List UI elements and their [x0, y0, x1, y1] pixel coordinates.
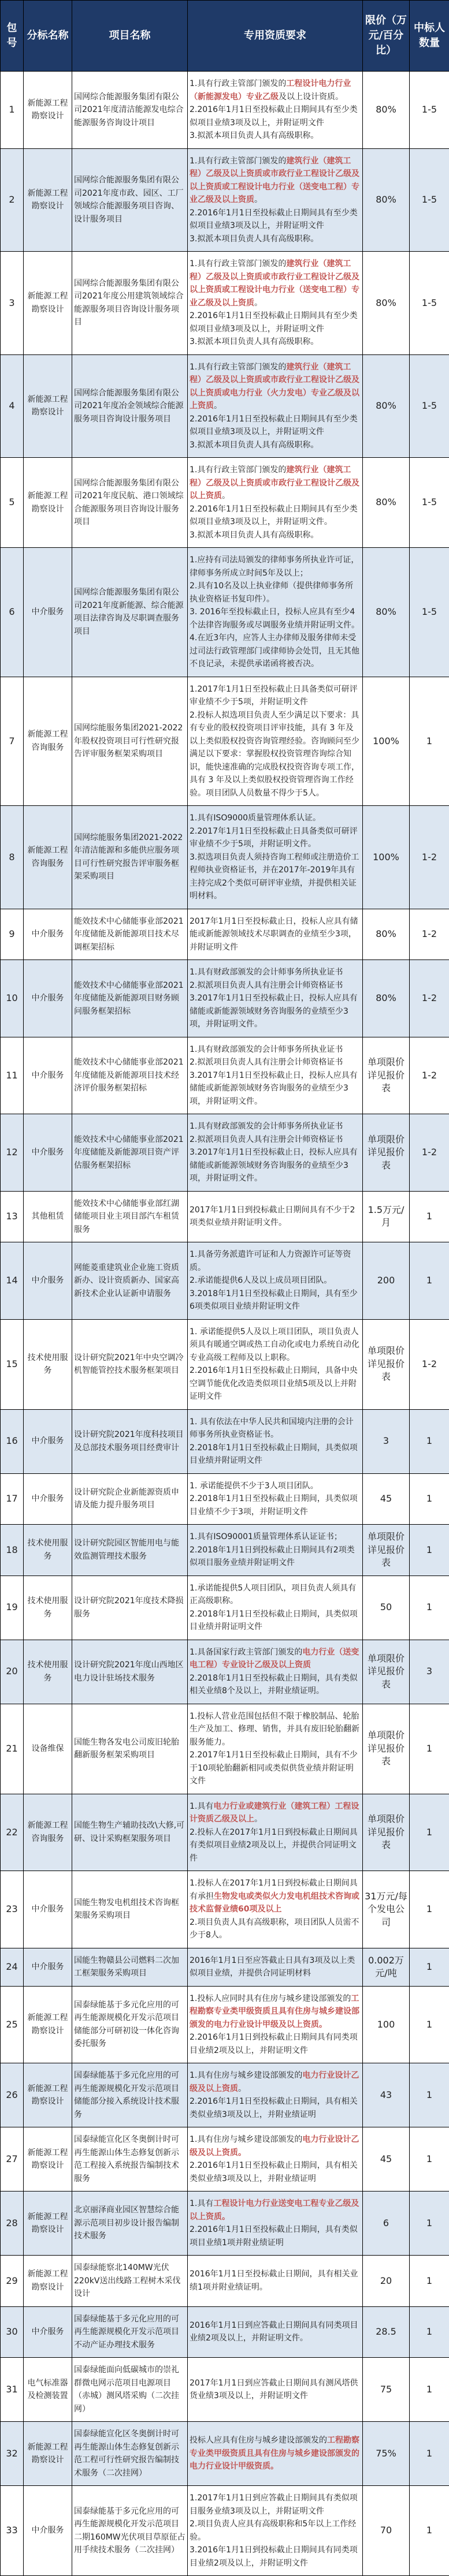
qualification-text: 2.项目负责人具有高级职称，项目团队人员需不少于8人。 — [190, 1918, 359, 1940]
qualification-text: 1.具有行政主管部门颁发的 — [190, 465, 286, 475]
qualification-text: 。 2.2016年1月1日至投标截止日期间，具有相关类似业绩3项及以上，并附业绩证明 — [190, 2084, 358, 2119]
price-limit-cell: 80% — [363, 72, 410, 149]
qualification-cell — [188, 1114, 363, 1192]
qualification-text: 。 2.2016年1月1日至投标截止日期间具有至少类似项目业绩3项及以上，并附证明文件 3.拟派本项目负责人具有高级职称。 — [190, 401, 358, 450]
qualification-highlight: 工程勘察专业类甲级资质且具有住房与城乡建设部颁发的电力行业设计甲级及以上资质。 — [190, 1994, 359, 2029]
winner-count-cell: 1-5 — [410, 548, 449, 677]
table-row — [1, 458, 449, 548]
qualification-highlight: 建筑行业（建筑工程）乙级及以上资质或市政行业工程设计乙级及以上资质 — [190, 465, 359, 501]
table-row — [1, 1191, 449, 1242]
qualification-cell — [188, 458, 363, 548]
table-header — [1, 1, 449, 72]
qualification-text: 1.具有财政部颁发的会计师事务所执业证书 2.拟派项目负责人具有注册会计师资格证书 3.2017年1月1日至投标截止日，投标人应具有储能或新能源领域财务咨询服务的业绩至少3项，并附证明文件。 — [190, 1122, 358, 1183]
project-name-cell: 国泰绿能基于多元化应用的可再生能源规模化开发示范项目储能部分可研初设一体化咨询委托服务 — [72, 1986, 188, 2063]
table-row — [1, 1319, 449, 1409]
winner-count-cell: 1 — [410, 1525, 449, 1576]
qualification-text: 1.具有 — [190, 2199, 213, 2208]
price-limit-cell: 80% — [363, 354, 410, 458]
price-limit-cell: 80% — [363, 252, 410, 355]
lot-number-cell: 23 — [1, 1871, 24, 1948]
table-row — [1, 1640, 449, 1704]
qualification-text: 1. 具有依法在中华人民共和国境内注册的会计师事务所执业资格证书。 2.2018年1月1日至投标截止日期间，具类似项目业绩并附证明文件 — [190, 1417, 358, 1466]
project-name-cell: 国能生物生产辅助技改\大修,可研、设计采购框架服务项目 — [72, 1794, 188, 1871]
header-price-limit: 限价（万元/百分比） — [363, 1, 410, 72]
price-limit-cell: 80% — [363, 909, 410, 960]
qualification-highlight: 电力行业或建筑行业（建筑工程）工程设计资质乙级及以上 — [190, 1802, 359, 1824]
qualification-text: 1.具有 — [190, 1802, 213, 1811]
lot-name-cell: 新能源工程勘察设计 — [24, 72, 72, 149]
qualification-cell — [188, 960, 363, 1037]
project-name-cell: 国能生物赣县公司燃料二次加工框架服务采购项目 — [72, 1948, 188, 1986]
qualification-text: 1.具有ISO90001质量管理体系认证证书； 2.2018年1月1日到投标截止日期间具有2项类似项目服务业绩并附证明文件 — [190, 1532, 355, 1567]
lot-number-cell: 26 — [1, 2063, 24, 2127]
table-row — [1, 1704, 449, 1794]
project-name-cell: 能效技术中心储能事业部2021年度储能及新能源项目财务顾问服务框架招标 — [72, 960, 188, 1037]
table-row — [1, 2358, 449, 2422]
table-row — [1, 548, 449, 677]
table-row — [1, 1114, 449, 1192]
lot-name-cell: 中介服务 — [24, 2306, 72, 2358]
lot-number-cell: 11 — [1, 1037, 24, 1114]
qualification-text: 投标人应具有住房与城乡建设部颁发的 — [190, 2436, 327, 2445]
winner-count-cell: 1-2 — [410, 909, 449, 960]
price-limit-cell: 20 — [363, 2256, 410, 2307]
qualification-cell — [188, 1871, 363, 1948]
project-name-cell: 国能生物各发电公司废旧轮胎翻新服务框架采购项目 — [72, 1704, 188, 1794]
project-name-cell: 国网综合能源服务集团有限公司2021年度市政、园区、工厂领域综合能源服务项目咨询、设计服务项目 — [72, 148, 188, 252]
lot-name-cell: 新能源工程勘察设计 — [24, 2192, 72, 2256]
project-name-cell: 网能菱重建筑业企业施工资质新办、设计资质新办、国家高新技术企业认证新申请服务 — [72, 1242, 188, 1320]
qualification-cell — [188, 1037, 363, 1114]
lot-name-cell: 设备维保 — [24, 1704, 72, 1794]
lot-number-cell: 25 — [1, 1986, 24, 2063]
lot-name-cell: 技术使用服务 — [24, 1576, 72, 1640]
qualification-text: 1.投标人营业范围包括但不限于橡胶制品、轮胎生产及加工、修理、销售，并具有废旧轮胎翻新服务能力。 2.2017年1月1日至投标截止日期间，具有不少于10项轮胎翻新相同或类似供货业绩并附证明文件 — [190, 1712, 359, 1786]
price-limit-cell: 31万元/每个发电公司 — [363, 1871, 410, 1948]
project-name-cell: 国网综能服务集团2021-2022年股权投资项目可行性研究报告评审服务框架采购项目 — [72, 677, 188, 806]
qualification-cell — [188, 909, 363, 960]
qualification-highlight: 建筑行业（建筑工程）乙级及以上资质或市政行业工程设计乙级及以上资质或工程设计电力行业（送变电工程）专业乙级及以上资质 — [190, 156, 359, 205]
qualification-cell — [188, 1576, 363, 1640]
qualification-highlight: 工程设计电力行业送变电工程专业乙级及以上资质。 — [190, 2199, 359, 2222]
project-name-cell: 设计研究院2021年中央空调冷机智能管控技术服务框架项目 — [72, 1319, 188, 1409]
lot-number-cell: 19 — [1, 1576, 24, 1640]
header-lot-no: 包号 — [1, 1, 24, 72]
winner-count-cell: 1-2 — [410, 960, 449, 1037]
price-limit-cell: 45 — [363, 2127, 410, 2192]
qualification-text: 。 2.投标人在2017年1月1日到投标截止日期间具有类似项目业绩2项及以上，并提供合同证明文件 — [190, 1815, 358, 1863]
winner-count-cell: 1 — [410, 677, 449, 806]
lot-number-cell: 18 — [1, 1525, 24, 1576]
lot-name-cell: 技术使用服务 — [24, 1640, 72, 1704]
header-lot-name: 分标名称 — [24, 1, 72, 72]
table-row — [1, 806, 449, 909]
qualification-text: 1.2017年1月1日到应答截止日期间具有类似项目服务业绩3项及以上，并附证明文件 2.项目负责人应具有高级职称和5年以上工作经验。 3.2016年1月1日到投标截止日期间具有同类项目业绩2项及以上，并附证明文件 — [190, 2493, 358, 2568]
lot-number-cell: 20 — [1, 1640, 24, 1704]
table-row — [1, 72, 449, 149]
lot-name-cell: 新能源工程咨询服务 — [24, 677, 72, 806]
winner-count-cell: 1 — [410, 1794, 449, 1871]
qualification-cell — [188, 1525, 363, 1576]
lot-name-cell: 中介服务 — [24, 1948, 72, 1986]
qualification-cell — [188, 2063, 363, 2127]
winner-count-cell: 1 — [410, 1191, 449, 1242]
lot-number-cell: 8 — [1, 806, 24, 909]
winner-count-cell: 1 — [410, 2127, 449, 2192]
lot-name-cell: 中介服务 — [24, 1242, 72, 1320]
project-name-cell: 设计研究院2021年度山西地区电力设计驻场技术服务 — [72, 1640, 188, 1704]
qualification-text: 2.2018年1月1日至投标截止日期间，具有类似相关业绩8个及以上，并附业绩证明。 — [190, 1674, 358, 1696]
lot-number-cell: 4 — [1, 354, 24, 458]
table-row — [1, 1948, 449, 1986]
lot-number-cell: 9 — [1, 909, 24, 960]
qualification-text: 。 2.2016年1月1日至投标截止日期间具有至少类似项目业绩3项及以上，并附证明文件 3.拟派本项目负责人具有高级职称。 — [190, 298, 358, 347]
project-name-cell: 设计研究院2021年度科技项目及总部技术服务项目经费审计 — [72, 1409, 188, 1473]
winner-count-cell: 1-5 — [410, 354, 449, 458]
project-name-cell: 能效技术中心储能事业部红湖储能项目业主项目部汽车租赁服务 — [72, 1191, 188, 1242]
lot-name-cell: 技术使用服务 — [24, 1319, 72, 1409]
lot-name-cell: 中介服务 — [24, 1114, 72, 1192]
winner-count-cell: 1 — [410, 1242, 449, 1320]
qualification-text: 及以上设计资质。 2.2016年1月1日至投标截止日期间具有至少类似项目业绩3项及以上，并附证明文件 3.拟派本项目负责人具有高级职称。 — [190, 92, 358, 141]
qualification-cell — [188, 677, 363, 806]
qualification-cell — [188, 1319, 363, 1409]
qualification-text: 1.具有财政部颁发的会计师事务所执业证书 2.拟派项目负责人具有注册会计师资格证书 3.2017年1月1日至投标截止日，投标人应具有储能或新能源领域财务咨询服务的业绩至少3项，并附证明文件。 — [190, 968, 358, 1029]
winner-count-cell: 1 — [410, 2358, 449, 2422]
lot-name-cell: 其他租赁 — [24, 1191, 72, 1242]
lot-name-cell: 新能源工程勘察设计 — [24, 2127, 72, 2192]
lot-name-cell: 技术使用服务 — [24, 1525, 72, 1576]
table-row — [1, 2422, 449, 2486]
qualification-text: 1.具有ISO9000质量管理体系认证。 2.2017年1月1日至投标截止日具备类似可研评审业绩不少于5项，并附证明文件。 3.拟选项目负责人须持咨询工程师或注册造价工程师执业资格证书，并在2017年-2019年具有主持完成2个类似可研评审业绩，并提供相关证明材料。 — [190, 813, 359, 901]
price-limit-cell: 50 — [363, 1576, 410, 1640]
price-limit-cell: 200 — [363, 1242, 410, 1320]
lot-name-cell: 新能源工程勘察设计 — [24, 2422, 72, 2486]
lot-number-cell: 24 — [1, 1948, 24, 1986]
lot-number-cell: 13 — [1, 1191, 24, 1242]
lot-name-cell: 新能源工程勘察设计 — [24, 354, 72, 458]
qualification-cell — [188, 148, 363, 252]
winner-count-cell: 1-5 — [410, 252, 449, 355]
lot-number-cell: 10 — [1, 960, 24, 1037]
qualification-text: 2017年1月1日至投标截止日，投标人应具有储能或新能源领域技术尽职调查的业绩至少3项，并附证明文件 — [190, 917, 358, 952]
qualification-cell — [188, 1640, 363, 1704]
table-row — [1, 1037, 449, 1114]
qualification-text: 1.具有行政主管部门颁发的 — [190, 259, 286, 268]
project-name-cell: 设计研究院企业新能源资质申请及能力提升服务项目 — [72, 1473, 188, 1525]
winner-count-cell: 1-2 — [410, 806, 449, 909]
qualification-highlight: 电力行业设计乙级及以上资质 — [190, 2071, 359, 2093]
project-name-cell: 能效技术中心储能事业部2021年度储能及新能源项目资产评估服务框架招标 — [72, 1114, 188, 1192]
qualification-cell — [188, 2306, 363, 2358]
lot-name-cell: 新能源工程勘察设计 — [24, 252, 72, 355]
qualification-cell — [188, 2486, 363, 2576]
winner-count-cell: 1 — [410, 2486, 449, 2576]
project-name-cell: 国泰绿能基于多元化应用的可再生能源规模化开发示范项目二期160MW光伏项目草原征占用手续技术服务（二次挂网） — [72, 2486, 188, 2576]
price-limit-cell: 单项限价详见报价表 — [363, 1640, 410, 1704]
project-name-cell: 设计研究院2021年度技术降损服务 — [72, 1576, 188, 1640]
table-row — [1, 1871, 449, 1948]
winner-count-cell: 1 — [410, 2422, 449, 2486]
lot-name-cell: 新能源工程勘察设计 — [24, 2256, 72, 2307]
lot-number-cell: 31 — [1, 2358, 24, 2422]
table-row — [1, 960, 449, 1037]
qualification-highlight: 生物发电或类似火力发电机组技术咨询或技术监督业绩60项及以上 — [190, 1892, 359, 1914]
lot-number-cell: 12 — [1, 1114, 24, 1192]
lot-number-cell: 33 — [1, 2486, 24, 2576]
lot-name-cell: 中介服务 — [24, 2486, 72, 2576]
qualification-highlight: 建筑行业（建筑工程）乙级及以上资质或市政行业工程设计乙级及以上资质或工程设计电力行业（送变电工程）专业乙级及以上资质 — [190, 259, 359, 308]
project-name-cell: 国泰绿能面向低碳城市的崇礼群微电网示范项目电源项目（赤城）测风塔采购（二次挂网） — [72, 2358, 188, 2422]
project-name-cell: 设计研究院园区智能用电与能效监测管理技术服务 — [72, 1525, 188, 1576]
qualification-text: 2017年1月1日到投标截止日期间具有不少于2项类似业绩并附证明文件。 — [190, 1205, 355, 1228]
qualification-text: 2.2016年1月1日到投标截止日期间具有同类项目业绩2项及以上，并附证明文件 — [190, 2033, 358, 2055]
winner-count-cell: 3 — [410, 1640, 449, 1704]
price-limit-cell: 单项限价详见报价表 — [363, 1794, 410, 1871]
qualification-cell — [188, 2127, 363, 2192]
price-limit-cell: 28.5 — [363, 2306, 410, 2358]
table-row — [1, 2192, 449, 2256]
project-name-cell: 国泰绿能基于多元化应用的可再生能源规模化开发示范项目储能部分接入系统设计技术服务 — [72, 2063, 188, 2127]
lot-number-cell: 7 — [1, 677, 24, 806]
qualification-text: 1.投标人在2017年1月1日到投标截止日期间具有承担 — [190, 1879, 358, 1901]
lot-number-cell: 2 — [1, 148, 24, 252]
lot-number-cell: 6 — [1, 548, 24, 677]
table-row — [1, 1242, 449, 1320]
qualification-text: 1.具有行政主管部门颁发的 — [190, 79, 286, 88]
lot-name-cell: 中介服务 — [24, 1473, 72, 1525]
winner-count-cell: 1 — [410, 1871, 449, 1948]
qualification-cell — [188, 252, 363, 355]
lot-name-cell: 新能源工程勘察设计 — [24, 2063, 72, 2127]
table-row — [1, 1794, 449, 1871]
winner-count-cell: 1-2 — [410, 1319, 449, 1409]
qualification-text: 1.具有财政部颁发的会计师事务所执业证书 2.拟派项目负责人具有注册会计师资格证书 3.2017年1月1日至投标截止日，投标人应具有储能或新能源领域财务咨询服务的业绩至少3项，并附证明文件。 — [190, 1045, 358, 1106]
table-row — [1, 354, 449, 458]
winner-count-cell: 1 — [410, 1409, 449, 1473]
qualification-text: 2.2016年1月1日至投标截止日期间，具有类似项目业绩1项并附业绩证明 — [190, 2225, 358, 2248]
qualification-cell — [188, 1948, 363, 1986]
qualification-text: 1.具有行政主管部门颁发的 — [190, 363, 286, 372]
lot-name-cell: 新能源工程咨询服务 — [24, 806, 72, 909]
qualification-cell — [188, 1704, 363, 1794]
lot-name-cell: 新能源工程勘察设计 — [24, 1986, 72, 2063]
price-limit-cell: 6 — [363, 2192, 410, 2256]
qualification-text: 1.2017年1月1日至投标截止日具备类似可研评审业绩不少于5项，并附证明文件 2.投标人拟选项目负责人至少满足以下要求：具有专业的股权投资项目评审技能，具有 3 年及以上类似股权投资咨询管理经验。咨询顾问至少满足以下要求：掌握股权投资管理咨询综合知识，能快速准确的完成股权投资咨询专项工作，具有 3 年及以上类似股权投资管理咨询工作经验。项目团队人员数量不得少于5人。 — [190, 685, 359, 798]
project-name-cell: 国泰绿能察北140MW光伏220kV送出线路工程树木采伐设计 — [72, 2256, 188, 2307]
qualification-cell — [188, 1473, 363, 1525]
qualification-highlight: 电力行业（送变电工程）专业设计乙级及以上资质 — [190, 1648, 359, 1670]
winner-count-cell: 1 — [410, 1473, 449, 1525]
table-row — [1, 909, 449, 960]
price-limit-cell: 单项限价详见报价表 — [363, 1114, 410, 1192]
lot-name-cell: 中介服务 — [24, 1037, 72, 1114]
qualification-cell — [188, 2422, 363, 2486]
qualification-cell — [188, 2256, 363, 2307]
winner-count-cell: 1 — [410, 2192, 449, 2256]
lot-number-cell: 22 — [1, 1794, 24, 1871]
lot-name-cell: 新能源工程勘察设计 — [24, 148, 72, 252]
qualification-cell — [188, 1191, 363, 1242]
price-limit-cell: 单项限价详见报价表 — [363, 1525, 410, 1576]
lot-number-cell: 21 — [1, 1704, 24, 1794]
winner-count-cell: 1 — [410, 2306, 449, 2358]
project-name-cell: 国网综合能源服务集团有限公司2021年度民航、港口领域综合能源服务项目咨询设计服务项目 — [72, 458, 188, 548]
table-row — [1, 677, 449, 806]
lot-number-cell: 14 — [1, 1242, 24, 1320]
qualification-cell — [188, 2358, 363, 2422]
winner-count-cell: 1 — [410, 2256, 449, 2307]
qualification-cell — [188, 72, 363, 149]
project-name-cell: 北京丽泽商业园区智慧综合能源示范项目初步设计报告编制技术服务 — [72, 2192, 188, 2256]
table-row — [1, 2063, 449, 2127]
lot-number-cell: 5 — [1, 458, 24, 548]
project-name-cell: 国泰绿能宣化区冬奥倒计时可再生能源山体生态修复创新示范工程接入系统报告编制技术服务 — [72, 2127, 188, 2192]
project-name-cell: 国网综合能源服务集团有限公司2021年度公用建筑领域综合能源服务项目咨询设计服务项目 — [72, 252, 188, 355]
price-limit-cell: 80% — [363, 148, 410, 252]
qualification-text: 2016年1月1日到应答截止日期间具有同类项目业绩2项及以上，并附证明文件。 — [190, 2321, 358, 2343]
price-limit-cell: 0.002万元/吨 — [363, 1948, 410, 1986]
qualification-text: 2.2016年1月1日至投标截止日期间，具有相关类似业绩3项及以上，并附业绩证明 — [190, 2161, 358, 2183]
lot-number-cell: 15 — [1, 1319, 24, 1409]
qualification-highlight: 工程勘察专业类甲级资质且具有住房与城乡建设部颁发的电力行业设计甲级资质。 — [190, 2436, 359, 2471]
lot-name-cell: 中介服务 — [24, 960, 72, 1037]
table-row — [1, 1986, 449, 2063]
qualification-text: 。 2.2016年1月1日至投标截止日期间具有至少类似项目业绩3项及以上，并附证明文件。 3.拟派本项目负责人具有高级职称。 — [190, 491, 358, 540]
price-limit-cell: 单项限价详见报价表 — [363, 1704, 410, 1794]
table-row — [1, 2256, 449, 2307]
qualification-cell — [188, 1409, 363, 1473]
table-row — [1, 252, 449, 355]
price-limit-cell: 43 — [363, 2063, 410, 2127]
qualification-text: 1.具有行政主管部门颁发的 — [190, 156, 286, 166]
winner-count-cell: 1 — [410, 1986, 449, 2063]
table-row — [1, 1409, 449, 1473]
qualification-text: 1.承诺能提供5人项目团队，项目负责人须具有正高级职称。 2.2018年1月1日至投标截止日期间，具类似项目业绩并附证明文件 — [190, 1584, 358, 1632]
qualification-cell — [188, 548, 363, 677]
lot-number-cell: 29 — [1, 2256, 24, 2307]
qualification-highlight: 电力行业设计乙级及以上资质。 — [190, 2135, 359, 2157]
lot-name-cell: 新能源工程咨询服务 — [24, 1794, 72, 1871]
winner-count-cell: 1 — [410, 2063, 449, 2127]
qualification-text: 。 2.2016年1月1日至投标截止日期间具有至少类似项目业绩3项及以上，并附证明文件 3.拟派本项目负责人具有高级职称。 — [190, 195, 358, 244]
lot-number-cell: 32 — [1, 2422, 24, 2486]
qualification-text: 1. 承诺能提供不少于3人项目团队。 2.2018年1月1日至投标截止日期间，具类似项目业绩不少于3项，并附证明文件 — [190, 1481, 358, 1517]
project-name-cell: 能效技术中心储能事业部2021年度储能及新能源项目技术经济评价服务框架招标 — [72, 1037, 188, 1114]
price-limit-cell: 100% — [363, 677, 410, 806]
project-name-cell: 国网综合能源服务集团有限公司2021年度冶金领域综合能源服务项目咨询设计服务项目 — [72, 354, 188, 458]
qualification-text: 1.应持有司法局颁发的律师事务所执业许可证，律师事务所成立时间5年及以上； 2.具有10名及以上执业律师（提供律师事务所执业资格证书复印件）。 3. 2016年至投标截止日，投标人应具有至少4个法律咨询服务或尽调服务业绩并附证明文件。 4.在近3年内，应答人主办律师及服务律师未受过司法行政管理部门或律师协会处罚，且无其他不良记录，未提供承诺函将被否决。 — [190, 555, 359, 669]
qualification-text: 1.具备劳务派遣许可证和人力资源许可证等资质。 2.承诺能提供6人及以上成员项目团队。 3.2018年1月1日至投标截止日期间，具有至少6项类似项目业绩并附证明文件 — [190, 1250, 358, 1311]
project-name-cell: 国能生物发电机组技术咨询框架服务采购项目 — [72, 1871, 188, 1948]
qualification-cell — [188, 354, 363, 458]
price-limit-cell: 75 — [363, 2358, 410, 2422]
qualification-text: 2017年1月1日到应答截止日期间具有测风塔供货业绩3项及以上，并附证明文件 — [190, 2379, 358, 2401]
qualification-cell — [188, 1794, 363, 1871]
lot-name-cell: 新能源工程勘察设计 — [24, 458, 72, 548]
qualification-cell — [188, 1986, 363, 2063]
qualification-text: 2016年1月1日至投标截止日期间，具有相关业绩1项并附业绩证明。 — [190, 2269, 358, 2292]
winner-count-cell: 1-2 — [410, 1037, 449, 1114]
qualification-text: 1. 承诺能提供5人及以上项目团队，项目负责人须具有暖通空调或热工自动化或电力系统自动化专业高级工程师及以上职称。 2.2016年1月1日至投标截止日期间，具备中央空调节能优化改造类似项目业绩5项及以上并附证明文件 — [190, 1327, 359, 1402]
lot-number-cell: 3 — [1, 252, 24, 355]
winner-count-cell: 1 — [410, 1948, 449, 1986]
lot-number-cell: 17 — [1, 1473, 24, 1525]
lot-number-cell: 28 — [1, 2192, 24, 2256]
project-name-cell: 国泰绿能基于多元化应用的可再生能源规模化开发示范项目不动产证办理技术服务 — [72, 2306, 188, 2358]
table-body — [1, 72, 449, 2576]
table-row — [1, 1473, 449, 1525]
qualification-cell — [188, 806, 363, 909]
winner-count-cell: 1-5 — [410, 72, 449, 149]
winner-count-cell: 1-2 — [410, 1114, 449, 1192]
price-limit-cell: 80% — [363, 458, 410, 548]
table-row — [1, 2127, 449, 2192]
lot-number-cell: 1 — [1, 72, 24, 149]
price-limit-cell: 单项限价详见报价表 — [363, 1037, 410, 1114]
lot-name-cell: 中介服务 — [24, 909, 72, 960]
table-row — [1, 2486, 449, 2576]
project-name-cell: 国网综合能源服务集团有限公司2021年度清洁能源发电综合能源服务咨询设计项目 — [72, 72, 188, 149]
header-winner-count: 中标人数量 — [410, 1, 449, 72]
qualification-highlight: 工程设计电力行业（新能源发电）专业乙级 — [190, 79, 351, 102]
price-limit-cell: 80% — [363, 960, 410, 1037]
table-row — [1, 148, 449, 252]
price-limit-cell: 100% — [363, 806, 410, 909]
price-limit-cell: 100 — [363, 1986, 410, 2063]
table-row — [1, 1525, 449, 1576]
winner-count-cell: 1 — [410, 1576, 449, 1640]
project-name-cell: 国网综能服务集团2021-2022年清洁能源和多能供应服务项目可行性研究报告评审服务框架采购项目 — [72, 806, 188, 909]
qualification-text: 1.投标人应同时具有住房与城乡建设部颁发的 — [190, 1994, 351, 2003]
lot-name-cell: 中介服务 — [24, 1409, 72, 1473]
table-row — [1, 2306, 449, 2358]
price-limit-cell: 3 — [363, 1409, 410, 1473]
project-name-cell: 国网综合能源服务集团有限公司2021年度新能源、综合能源项目法律咨询及尽职调查服务项目 — [72, 548, 188, 677]
lot-number-cell: 30 — [1, 2306, 24, 2358]
winner-count-cell: 1-5 — [410, 458, 449, 548]
price-limit-cell: 75% — [363, 2422, 410, 2486]
lot-name-cell: 中介服务 — [24, 1871, 72, 1948]
qualification-text: 2016年1月1日至应答截止日具有3项及以上类似项目业绩，并提供合同证明材料 — [190, 1956, 355, 1978]
lot-name-cell: 电气标准器及检测装置 — [24, 2358, 72, 2422]
winner-count-cell: 1-5 — [410, 148, 449, 252]
qualification-text: 1.具有住房与城乡建设部颁发的 — [190, 2135, 302, 2144]
price-limit-cell: 45 — [363, 1473, 410, 1525]
price-limit-cell: 70 — [363, 2486, 410, 2576]
qualification-cell — [188, 1242, 363, 1320]
table-row — [1, 1576, 449, 1640]
qualification-cell — [188, 2192, 363, 2256]
qualification-highlight: 建筑行业（建筑工程）乙级及以上资质或市政行业工程设计乙级及以上资质或电力行业（火力发电）专业乙级及以上资质 — [190, 363, 359, 411]
price-limit-cell: 单项限价详见报价表 — [363, 1319, 410, 1409]
winner-count-cell: 1 — [410, 1704, 449, 1794]
price-limit-cell: 80% — [363, 548, 410, 677]
header-qualification: 专用资质要求 — [188, 1, 363, 72]
project-name-cell: 国泰绿能宣化区冬奥倒计时可再生能源山体生态修复创新示范工程可行性研究报告编制技术服务（二次挂网） — [72, 2422, 188, 2486]
lot-number-cell: 27 — [1, 2127, 24, 2192]
qualification-text: 1.具备国家行政主管部门颁发的 — [190, 1648, 302, 1657]
lot-number-cell: 16 — [1, 1409, 24, 1473]
qualification-text: 1.具有住房与城乡建设部颁发的 — [190, 2071, 302, 2080]
project-name-cell: 能效技术中心储能事业部2021年度储能及新能源项目技术尽调框架招标 — [72, 909, 188, 960]
lot-name-cell: 中介服务 — [24, 548, 72, 677]
header-project-name: 项目名称 — [72, 1, 188, 72]
price-limit-cell: 1.5万元/月 — [363, 1191, 410, 1242]
